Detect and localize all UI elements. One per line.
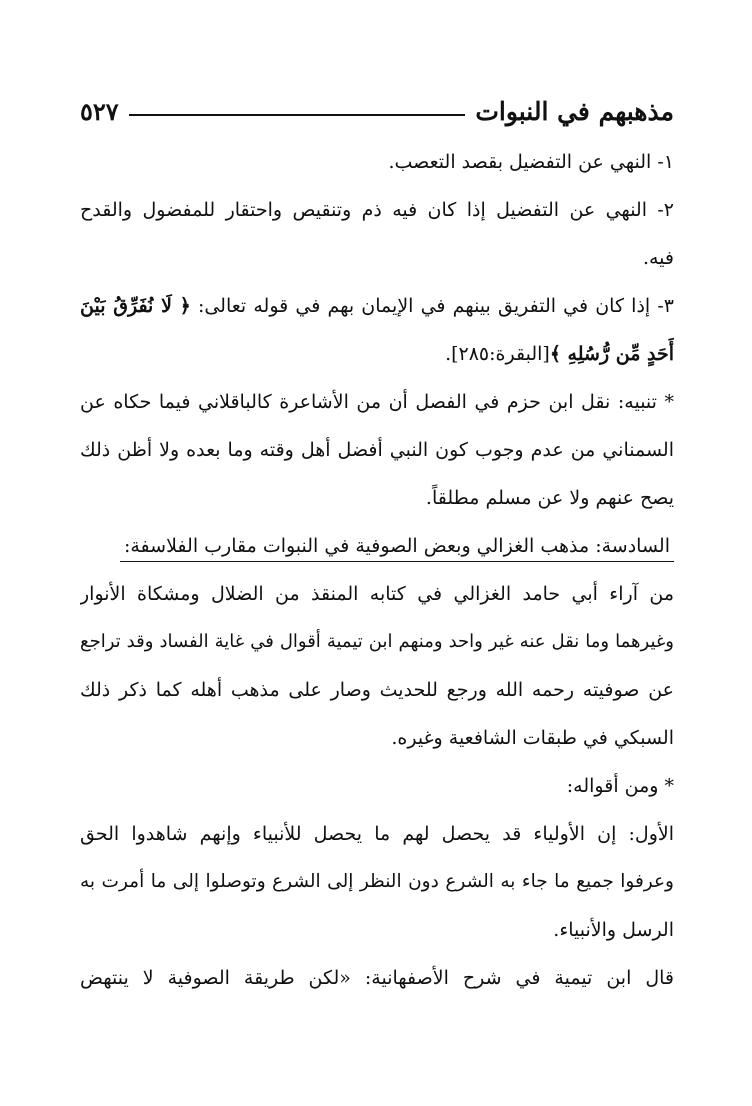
page-number: ٥٢٧: [80, 97, 119, 126]
paragraph-1-line-2: وغيرهما وما نقل عنه غير واحد ومنهم ابن تيمية أقوال في غاية الفساد وقد تراجع: [80, 631, 674, 652]
paragraph-2-line-2: وعرفوا جميع ما جاء به الشرع دون النظر إلى الشرع وتوصلوا إلى ما أمرت به: [80, 871, 674, 892]
list-item-2-continuation: فيه.: [642, 247, 674, 269]
paragraph-2-line-3: الرسل والأنبياء.: [553, 919, 674, 941]
header-rule: [129, 114, 466, 116]
paragraph-3-line-1: قال ابن تيمية في شرح الأصفهانية: «لكن طريقة الصوفية لا ينتهض: [80, 967, 674, 989]
list-item-3-continuation: [80, 330, 674, 378]
list-item-3: [80, 282, 674, 330]
note-paragraph-line-3: يصح عنهم ولا عن مسلم مطلقاً.: [425, 487, 674, 509]
running-title: مذهبهم في النبوات: [475, 97, 674, 126]
section-heading-row: [80, 522, 674, 570]
list-item-1: ١- النهي عن التفضيل بقصد التعصب.: [388, 151, 674, 173]
quran-citation: [البقرة:٢٨٥].: [445, 343, 550, 365]
note-paragraph-line-2: السمناني من عدم وجوب كون النبي أفضل أهل وقته وما بعده ولا أظن ذلك: [80, 439, 674, 461]
paragraph-2-line-1: الأول: إن الأولياء قد يحصل لهم ما يحصل للأنبياء وإنهم شاهدوا الحق: [80, 823, 674, 845]
list-item-2: ٢- النهي عن التفضيل إذا كان فيه ذم وتنقيص واحتقار للمفضول والقدح: [80, 199, 674, 221]
note-paragraph-line-1: * تنبيه: نقل ابن حزم في الفصل أن من الأشاعرة كالباقلاني فيما حكاه عن: [80, 391, 674, 413]
quran-verse-part-2: أَحَدٍ مِّن رُّسُلِهِ ﴾: [549, 343, 674, 365]
paragraph-1-line-1: من آراء أبي حامد الغزالي في كتابه المنقذ من الضلال ومشكاة الأنوار: [80, 583, 674, 605]
list-item-3-text: ٣- إذا كان في التفريق بينهم في الإيمان بهم في قوله تعالى:: [197, 295, 674, 317]
page-body: [80, 138, 674, 1002]
section-heading: السادسة: مذهب الغزالي وبعض الصوفية في النبوات مقارب الفلاسفة:: [120, 531, 674, 562]
quran-verse-part-1: ﴿ لَا نُفَرِّقُ بَيْنَ: [80, 295, 191, 317]
paragraph-1-line-4: السبكي في طبقات الشافعية وغيره.: [391, 727, 674, 749]
sayings-heading: * ومن أقواله:: [566, 775, 674, 797]
running-header: [80, 84, 674, 124]
paragraph-1-line-3: عن صوفيته رحمه الله ورجع للحديث وصار على مذهب أهله كما ذكر ذلك: [80, 679, 674, 701]
